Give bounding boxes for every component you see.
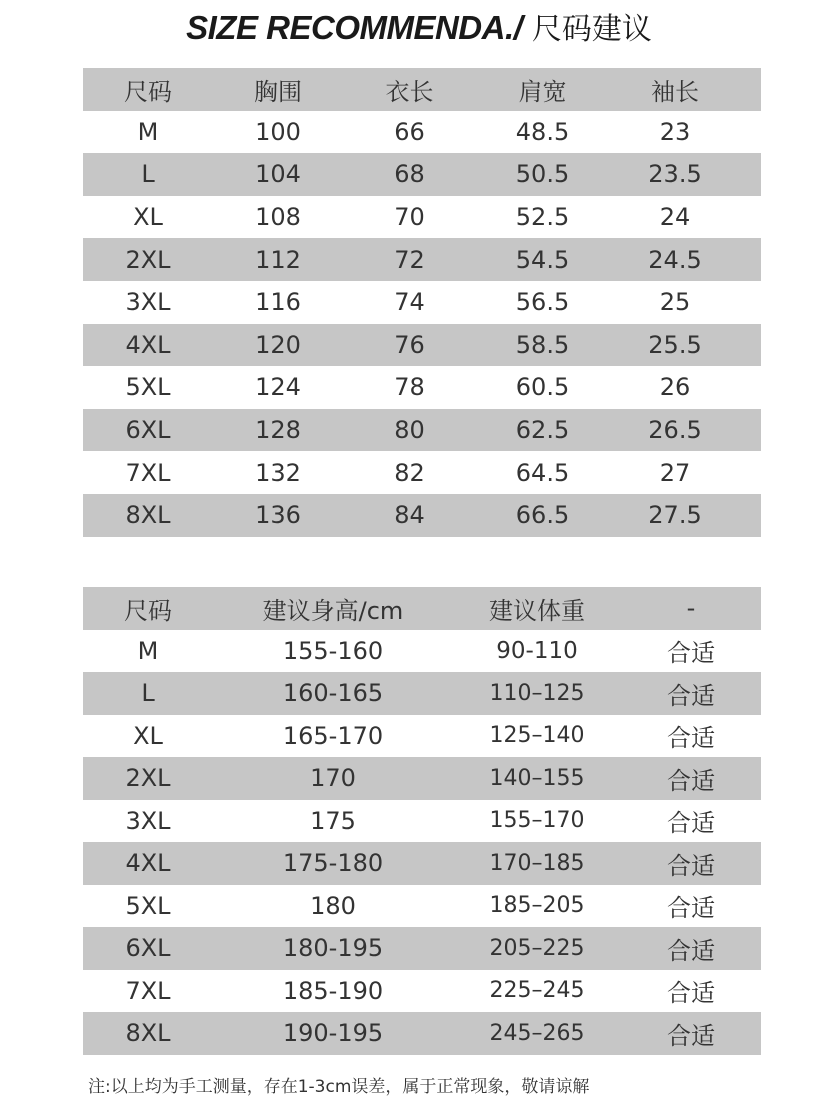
cell-weight: 170–185 (489, 850, 585, 876)
cell-size: 2XL (125, 245, 171, 274)
table-row (83, 366, 761, 409)
cell-length: 74 (394, 288, 425, 317)
cell-sleeve: 24 (659, 203, 691, 232)
cell-size: 5XL (125, 891, 171, 920)
cell-length: 76 (394, 330, 425, 359)
table-row (83, 281, 761, 324)
cell-length: 84 (394, 501, 425, 530)
cell-length: 70 (394, 203, 425, 232)
cell-size: M (137, 636, 159, 665)
cell-fit: 合适 (667, 851, 715, 880)
header-size: 尺码 (124, 596, 172, 625)
cell-fit: 合适 (667, 936, 715, 965)
table-row (83, 885, 761, 928)
cell-weight: 90-110 (496, 637, 578, 664)
cell-size: 7XL (125, 458, 171, 487)
cell-fit: 合适 (667, 766, 715, 795)
cell-weight: 185–205 (489, 893, 585, 919)
cell-shoulder: 64.5 (515, 458, 570, 487)
cell-fit: 合适 (667, 639, 715, 668)
cell-height: 180-195 (282, 934, 384, 963)
header-height: 建议身高/cm (262, 596, 404, 625)
cell-weight: 125–140 (489, 723, 585, 749)
table-header-row (83, 587, 761, 630)
recommendation-table (83, 587, 761, 1055)
cell-size: 2XL (125, 764, 171, 793)
table-row (83, 715, 761, 758)
cell-sleeve: 26 (659, 373, 691, 402)
table-row (83, 970, 761, 1013)
cell-shoulder: 54.5 (515, 245, 570, 274)
cell-sleeve: 27 (659, 458, 691, 487)
cell-size: 7XL (125, 976, 171, 1005)
cell-height: 170 (310, 764, 356, 793)
cell-length: 82 (394, 458, 425, 487)
table-row (83, 196, 761, 239)
header-length: 衣长 (385, 77, 434, 106)
cell-height: 175 (310, 806, 356, 835)
cell-length: 80 (394, 416, 425, 445)
cell-chest: 104 (255, 160, 301, 189)
header-shoulder: 肩宽 (518, 77, 567, 106)
page-title (0, 4, 838, 48)
cell-shoulder: 56.5 (515, 288, 570, 317)
cell-size: 5XL (125, 373, 171, 402)
cell-size: L (141, 160, 155, 189)
table-row (83, 630, 761, 673)
cell-size: 3XL (125, 288, 171, 317)
table-header-row (83, 68, 761, 111)
title-english: SIZE RECOMMENDA./ (186, 9, 523, 46)
cell-size: 3XL (125, 806, 171, 835)
cell-shoulder: 60.5 (515, 373, 570, 402)
cell-weight: 205–225 (489, 935, 585, 961)
cell-fit: 合适 (667, 1021, 715, 1050)
table-row (83, 800, 761, 843)
cell-height: 160-165 (282, 679, 384, 708)
cell-weight: 110–125 (489, 680, 585, 706)
cell-sleeve: 26.5 (648, 416, 702, 445)
cell-chest: 100 (255, 117, 301, 146)
table-row (83, 927, 761, 970)
cell-weight: 140–155 (489, 765, 585, 791)
cell-height: 180 (310, 891, 356, 920)
cell-sleeve: 23 (659, 117, 691, 146)
cell-shoulder: 52.5 (515, 203, 570, 232)
cell-chest: 132 (255, 458, 301, 487)
table-row (83, 672, 761, 715)
table-row (83, 1012, 761, 1055)
cell-sleeve: 23.5 (648, 160, 702, 189)
cell-chest: 108 (255, 203, 301, 232)
measurement-note: 注:以上均为手工测量，存在1-3cm误差，属于正常现象，敬请谅解 (88, 1077, 590, 1097)
cell-size: L (141, 679, 155, 708)
table-row (83, 757, 761, 800)
cell-chest: 128 (255, 416, 301, 445)
cell-size: XL (133, 203, 163, 232)
cell-chest: 124 (255, 373, 301, 402)
table-row (83, 153, 761, 196)
cell-size: 6XL (125, 934, 171, 963)
table-row (83, 409, 761, 452)
table-row (83, 842, 761, 885)
cell-shoulder: 66.5 (515, 501, 570, 530)
cell-shoulder: 48.5 (515, 117, 570, 146)
header-chest: 胸围 (254, 77, 302, 106)
table-row (83, 324, 761, 367)
cell-fit: 合适 (667, 809, 715, 838)
cell-fit: 合适 (667, 724, 715, 753)
header-weight: 建议体重 (489, 596, 585, 625)
cell-length: 68 (394, 160, 425, 189)
cell-chest: 116 (255, 288, 301, 317)
cell-shoulder: 50.5 (515, 160, 570, 189)
title-chinese: 尺码建议 (522, 12, 652, 47)
header-fit: - (686, 594, 696, 623)
cell-weight: 155–170 (489, 808, 585, 834)
cell-size: 8XL (125, 1019, 171, 1048)
cell-shoulder: 62.5 (515, 416, 570, 445)
cell-size: 4XL (125, 849, 171, 878)
table-row (83, 111, 761, 154)
cell-height: 155-160 (282, 636, 384, 665)
cell-sleeve: 27.5 (648, 501, 702, 530)
cell-size: M (137, 117, 159, 146)
cell-size: 6XL (125, 416, 171, 445)
cell-shoulder: 58.5 (515, 330, 570, 359)
cell-sleeve: 24.5 (648, 245, 702, 274)
cell-sleeve: 25.5 (648, 330, 702, 359)
cell-height: 185-190 (282, 976, 384, 1005)
cell-fit: 合适 (667, 894, 715, 923)
cell-size: 8XL (125, 501, 171, 530)
cell-chest: 136 (255, 501, 301, 530)
cell-height: 165-170 (282, 721, 384, 750)
cell-size: 4XL (125, 330, 171, 359)
cell-height: 190-195 (282, 1019, 384, 1048)
table-row (83, 451, 761, 494)
cell-fit: 合适 (667, 681, 715, 710)
measurement-table (83, 68, 761, 537)
header-sleeve: 袖长 (651, 77, 699, 106)
cell-length: 72 (394, 245, 425, 274)
cell-size: XL (133, 721, 163, 750)
cell-length: 78 (394, 373, 425, 402)
header-size: 尺码 (124, 77, 172, 106)
cell-chest: 120 (255, 330, 301, 359)
table-row (83, 238, 761, 281)
cell-height: 175-180 (282, 849, 384, 878)
cell-fit: 合适 (667, 979, 715, 1008)
table-row (83, 494, 761, 537)
cell-sleeve: 25 (659, 288, 691, 317)
cell-weight: 225–245 (489, 978, 585, 1004)
cell-length: 66 (394, 117, 425, 146)
cell-weight: 245–265 (489, 1020, 585, 1046)
cell-chest: 112 (255, 245, 301, 274)
